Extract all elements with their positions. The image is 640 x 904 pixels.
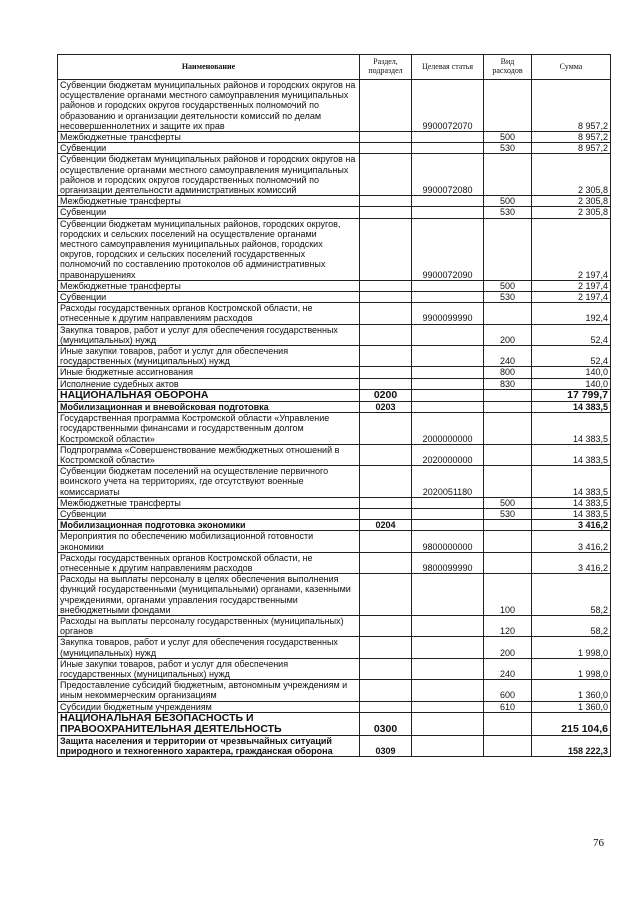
table-row <box>58 207 611 218</box>
cell-target <box>412 712 484 735</box>
cell-name: Субвенции <box>58 207 360 218</box>
cell-sum: 3 416,2 <box>532 552 611 573</box>
cell-name: Субвенции <box>58 143 360 154</box>
cell-type <box>484 466 532 498</box>
budget-table <box>57 54 611 757</box>
cell-name: Субвенции <box>58 508 360 519</box>
cell-target: 9900072070 <box>412 80 484 132</box>
table-row <box>58 615 611 636</box>
cell-target <box>412 367 484 378</box>
cell-sum: 2 305,8 <box>532 207 611 218</box>
cell-type <box>484 303 532 324</box>
table-body <box>58 80 611 757</box>
cell-name: Иные закупки товаров, работ и услуг для обеспечения государственных (муниципальных) нужд <box>58 346 360 367</box>
cell-section <box>360 466 412 498</box>
cell-target <box>412 520 484 531</box>
cell-sum: 1 360,0 <box>532 680 611 701</box>
cell-section <box>360 154 412 196</box>
cell-section: 0204 <box>360 520 412 531</box>
cell-type <box>484 735 532 756</box>
table-row <box>58 378 611 389</box>
cell-type: 240 <box>484 346 532 367</box>
table-row <box>58 132 611 143</box>
cell-section <box>360 324 412 345</box>
cell-target <box>412 401 484 412</box>
cell-target: 2020051180 <box>412 466 484 498</box>
cell-name: Субвенции бюджетам муниципальных районов и городских округов на осуществление органами местного самоуправления муниципальных районов и городских округов государственных полномочий по образованию и организации деятельности комиссий по делам несовершеннолетних и защите их прав <box>58 80 360 132</box>
cell-section <box>360 637 412 658</box>
cell-sum: 140,0 <box>532 378 611 389</box>
cell-section <box>360 143 412 154</box>
header-target: Целевая статья <box>412 55 484 80</box>
table-row <box>58 196 611 207</box>
table-row <box>58 497 611 508</box>
table-row <box>58 637 611 658</box>
cell-name: Субвенции бюджетам муниципальных районов, городских округов, городских и сельских поселений на осуществление органами местного самоуправления муниципальных районов, городских округов, городских и сельских поселений государственных полномочий по составлению протоколов об административных правонарушениях <box>58 218 360 280</box>
cell-sum: 14 383,5 <box>532 413 611 445</box>
cell-type: 100 <box>484 574 532 616</box>
cell-type: 800 <box>484 367 532 378</box>
table-row <box>58 154 611 196</box>
cell-section <box>360 552 412 573</box>
cell-sum: 2 305,8 <box>532 196 611 207</box>
cell-sum: 14 383,5 <box>532 444 611 465</box>
cell-section: 0203 <box>360 401 412 412</box>
cell-target <box>412 389 484 401</box>
cell-name: Межбюджетные трансферты <box>58 497 360 508</box>
cell-target: 2000000000 <box>412 413 484 445</box>
cell-type: 120 <box>484 615 532 636</box>
cell-name: Расходы на выплаты персоналу государственных (муниципальных) органов <box>58 615 360 636</box>
cell-sum: 8 957,2 <box>532 80 611 132</box>
cell-name: Закупка товаров, работ и услуг для обеспечения государственных (муниципальных) нужд <box>58 637 360 658</box>
cell-type: 200 <box>484 324 532 345</box>
cell-target <box>412 196 484 207</box>
cell-section <box>360 292 412 303</box>
cell-type: 600 <box>484 680 532 701</box>
table-header-row <box>58 55 611 80</box>
cell-target <box>412 680 484 701</box>
cell-target: 9800099990 <box>412 552 484 573</box>
cell-sum: 14 383,5 <box>532 401 611 412</box>
table-row <box>58 143 611 154</box>
cell-section <box>360 196 412 207</box>
table-row <box>58 531 611 552</box>
cell-target <box>412 658 484 679</box>
cell-target: 9900072090 <box>412 218 484 280</box>
cell-section <box>360 378 412 389</box>
cell-target: 9800000000 <box>412 531 484 552</box>
cell-target: 9900099990 <box>412 303 484 324</box>
cell-sum: 158 222,3 <box>532 735 611 756</box>
table-row <box>58 303 611 324</box>
table-row <box>58 292 611 303</box>
cell-sum: 2 197,4 <box>532 218 611 280</box>
cell-section <box>360 701 412 712</box>
header-section: Раздел, подраздел <box>360 55 412 80</box>
cell-type: 530 <box>484 508 532 519</box>
cell-name: Мобилизационная и вневойсковая подготовка <box>58 401 360 412</box>
table-row <box>58 324 611 345</box>
cell-name: Закупка товаров, работ и услуг для обеспечения государственных (муниципальных) нужд <box>58 324 360 345</box>
cell-sum: 3 416,2 <box>532 531 611 552</box>
cell-sum: 1 998,0 <box>532 637 611 658</box>
cell-type: 530 <box>484 143 532 154</box>
cell-target <box>412 207 484 218</box>
cell-section <box>360 280 412 291</box>
cell-target <box>412 637 484 658</box>
cell-name: Мобилизационная подготовка экономики <box>58 520 360 531</box>
table-row <box>58 712 611 735</box>
cell-sum: 2 197,4 <box>532 280 611 291</box>
cell-name: Иные закупки товаров, работ и услуг для обеспечения государственных (муниципальных) нужд <box>58 658 360 679</box>
cell-name: Межбюджетные трансферты <box>58 196 360 207</box>
cell-section <box>360 497 412 508</box>
cell-name: Расходы на выплаты персоналу в целях обеспечения выполнения функций государственными (муниципальными) органами, казенными учреждениями, органами управления государственными внебюджетными фондами <box>58 574 360 616</box>
cell-name: Субвенции <box>58 292 360 303</box>
cell-type: 530 <box>484 292 532 303</box>
cell-sum: 52,4 <box>532 346 611 367</box>
cell-sum: 192,4 <box>532 303 611 324</box>
table-row <box>58 80 611 132</box>
table-row <box>58 574 611 616</box>
cell-section: 0300 <box>360 712 412 735</box>
cell-section <box>360 303 412 324</box>
table-row <box>58 552 611 573</box>
cell-name: НАЦИОНАЛЬНАЯ БЕЗОПАСНОСТЬ И ПРАВООХРАНИТЕЛЬНАЯ ДЕЯТЕЛЬНОСТЬ <box>58 712 360 735</box>
cell-sum: 215 104,6 <box>532 712 611 735</box>
page-number: 76 <box>593 837 604 849</box>
cell-type: 500 <box>484 280 532 291</box>
cell-sum: 17 799,7 <box>532 389 611 401</box>
cell-type <box>484 552 532 573</box>
cell-sum: 2 197,4 <box>532 292 611 303</box>
cell-target: 2020000000 <box>412 444 484 465</box>
cell-target <box>412 701 484 712</box>
cell-section <box>360 132 412 143</box>
cell-type: 500 <box>484 497 532 508</box>
cell-section: 0200 <box>360 389 412 401</box>
header-type: Вид расходов <box>484 55 532 80</box>
cell-target <box>412 497 484 508</box>
cell-section <box>360 615 412 636</box>
cell-type <box>484 80 532 132</box>
cell-name: Межбюджетные трансферты <box>58 132 360 143</box>
cell-name: НАЦИОНАЛЬНАЯ ОБОРОНА <box>58 389 360 401</box>
cell-target <box>412 615 484 636</box>
cell-sum: 58,2 <box>532 574 611 616</box>
table-row <box>58 389 611 401</box>
cell-type: 530 <box>484 207 532 218</box>
cell-name: Мероприятия по обеспечению мобилизационной готовности экономики <box>58 531 360 552</box>
cell-name: Подпрограмма «Совершенствование межбюджетных отношений в Костромской области» <box>58 444 360 465</box>
cell-name: Субвенции бюджетам поселений на осуществление первичного воинского учета на территориях, где отсутствуют военные комиссариаты <box>58 466 360 498</box>
cell-sum: 3 416,2 <box>532 520 611 531</box>
cell-sum: 8 957,2 <box>532 132 611 143</box>
cell-target <box>412 132 484 143</box>
cell-section <box>360 658 412 679</box>
table-row <box>58 280 611 291</box>
cell-section <box>360 207 412 218</box>
header-sum: Сумма <box>532 55 611 80</box>
cell-section <box>360 574 412 616</box>
cell-section: 0309 <box>360 735 412 756</box>
table-row <box>58 701 611 712</box>
cell-name: Исполнение судебных актов <box>58 378 360 389</box>
cell-sum: 14 383,5 <box>532 497 611 508</box>
cell-name: Защита населения и территории от чрезвычайных ситуаций природного и техногенного характера, гражданская оборона <box>58 735 360 756</box>
cell-type <box>484 520 532 531</box>
cell-type: 610 <box>484 701 532 712</box>
cell-target <box>412 574 484 616</box>
cell-section <box>360 80 412 132</box>
table-row <box>58 346 611 367</box>
cell-sum: 1 998,0 <box>532 658 611 679</box>
cell-type <box>484 218 532 280</box>
cell-target: 9900072080 <box>412 154 484 196</box>
cell-name: Предоставление субсидий бюджетным, автономным учреждениям и иным некоммерческим организациям <box>58 680 360 701</box>
cell-target <box>412 378 484 389</box>
cell-section <box>360 413 412 445</box>
cell-section <box>360 508 412 519</box>
cell-target <box>412 143 484 154</box>
cell-target <box>412 324 484 345</box>
cell-section <box>360 218 412 280</box>
table-row <box>58 401 611 412</box>
table-row <box>58 520 611 531</box>
table-row <box>58 444 611 465</box>
cell-type <box>484 401 532 412</box>
cell-section <box>360 367 412 378</box>
cell-name: Субвенции бюджетам муниципальных районов и городских округов на осуществление органами местного самоуправления муниципальных районов и городских округов государственных полномочий по организации деятельности административных комиссий <box>58 154 360 196</box>
cell-sum: 14 383,5 <box>532 466 611 498</box>
cell-name: Субсидии бюджетным учреждениям <box>58 701 360 712</box>
cell-sum: 2 305,8 <box>532 154 611 196</box>
cell-target <box>412 735 484 756</box>
cell-type <box>484 154 532 196</box>
cell-target <box>412 292 484 303</box>
cell-section <box>360 346 412 367</box>
cell-target <box>412 280 484 291</box>
cell-name: Иные бюджетные ассигнования <box>58 367 360 378</box>
cell-target <box>412 346 484 367</box>
cell-sum: 58,2 <box>532 615 611 636</box>
cell-name: Межбюджетные трансферты <box>58 280 360 291</box>
cell-type <box>484 413 532 445</box>
cell-name: Государственная программа Костромской области «Управление государственными финансами и государственным долгом Костромской области» <box>58 413 360 445</box>
cell-section <box>360 680 412 701</box>
cell-target <box>412 508 484 519</box>
cell-name: Расходы государственных органов Костромской области, не отнесенные к другим направлениям расходов <box>58 552 360 573</box>
cell-sum: 140,0 <box>532 367 611 378</box>
cell-sum: 52,4 <box>532 324 611 345</box>
table-row <box>58 680 611 701</box>
table-row <box>58 413 611 445</box>
table-row <box>58 735 611 756</box>
cell-sum: 14 383,5 <box>532 508 611 519</box>
cell-sum: 8 957,2 <box>532 143 611 154</box>
cell-type: 830 <box>484 378 532 389</box>
cell-type: 500 <box>484 132 532 143</box>
table-row <box>58 658 611 679</box>
cell-section <box>360 444 412 465</box>
cell-sum: 1 360,0 <box>532 701 611 712</box>
table-row <box>58 466 611 498</box>
table-row <box>58 367 611 378</box>
cell-section <box>360 531 412 552</box>
cell-type <box>484 444 532 465</box>
table-row <box>58 218 611 280</box>
cell-type <box>484 531 532 552</box>
cell-name: Расходы государственных органов Костромской области, не отнесенные к другим направлениям расходов <box>58 303 360 324</box>
cell-type <box>484 712 532 735</box>
cell-type: 500 <box>484 196 532 207</box>
cell-type: 240 <box>484 658 532 679</box>
table-row <box>58 508 611 519</box>
header-name: Наименование <box>58 55 360 80</box>
cell-type: 200 <box>484 637 532 658</box>
cell-type <box>484 389 532 401</box>
